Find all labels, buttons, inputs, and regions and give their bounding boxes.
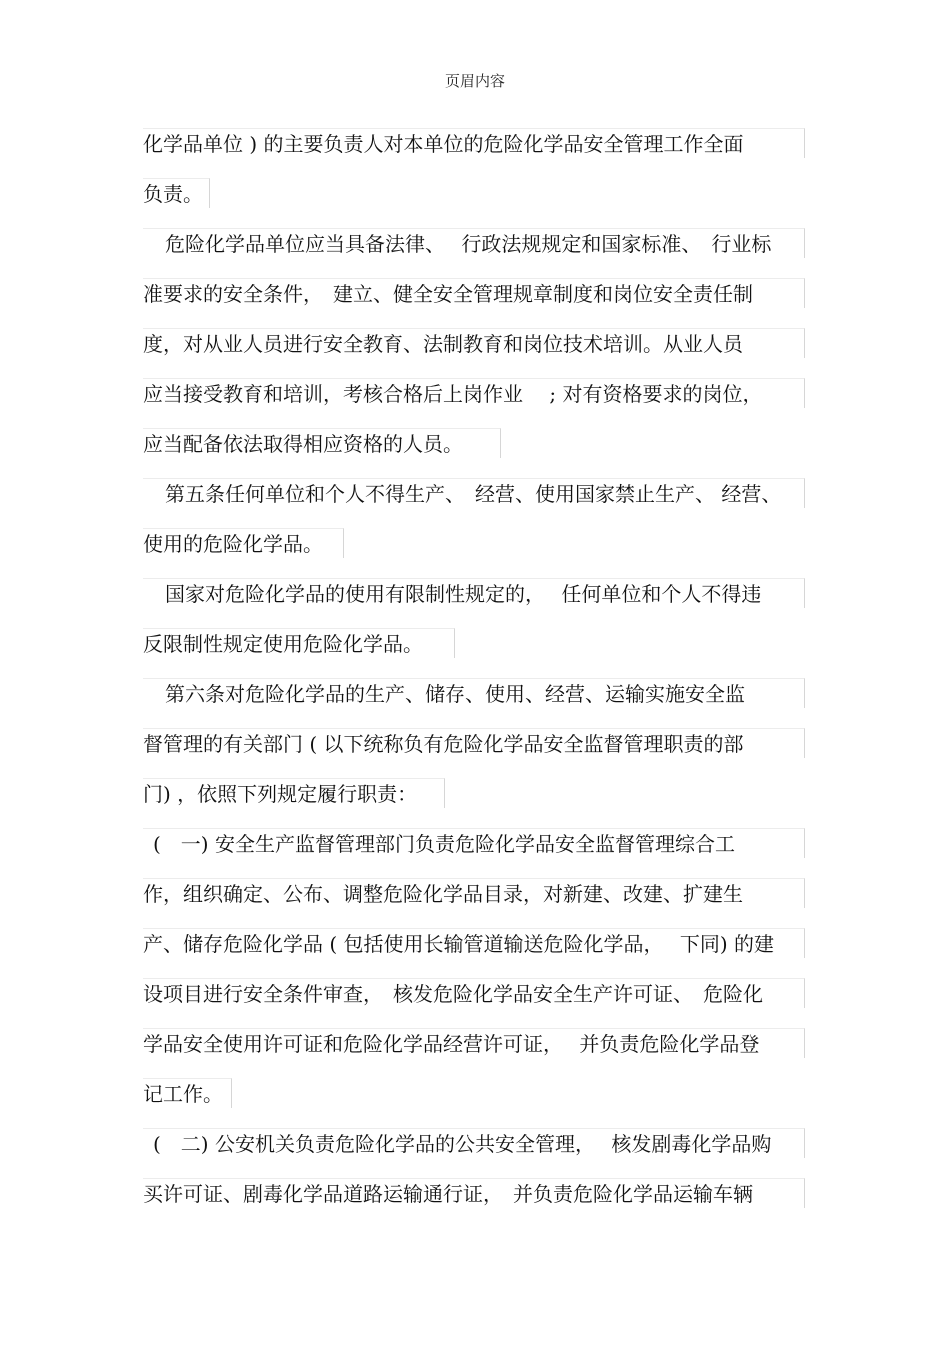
text-line: 设项目进行安全条件审查， 核发危险化学品安全生产许可证、 危险化 — [143, 978, 805, 1008]
text-line: 门) ，依照下列规定履行职责： — [143, 778, 445, 808]
text-line: 记工作。 — [143, 1078, 232, 1108]
text-line: 准要求的安全条件， 建立、健全安全管理规章制度和岗位安全责任制 — [143, 278, 805, 308]
text-line: 国家对危险化学品的使用有限制性规定的， 任何单位和个人不得违 — [143, 578, 805, 608]
text-line: 使用的危险化学品。 — [143, 528, 344, 558]
text-line: 应当配备依法取得相应资格的人员。 — [143, 428, 501, 458]
text-line: 负责。 — [143, 178, 210, 208]
text-line: 督管理的有关部门 ( 以下统称负有危险化学品安全监督管理职责的部 — [143, 728, 805, 758]
text-line: 学品安全使用许可证和危险化学品经营许可证， 并负责危险化学品登 — [143, 1028, 805, 1058]
text-line: 危险化学品单位应当具备法律、 行政法规规定和国家标准、 行业标 — [143, 228, 805, 258]
text-line: 作，组织确定、公布、调整危险化学品目录，对新建、改建、扩建生 — [143, 878, 805, 908]
text-line: ( 二) 公安机关负责危险化学品的公共安全管理， 核发剧毒化学品购 — [143, 1128, 805, 1158]
text-line: 产、储存危险化学品 ( 包括使用长输管道输送危险化学品， 下同) 的建 — [143, 928, 805, 958]
text-line: 应当接受教育和培训，考核合格后上岗作业 ; 对有资格要求的岗位， — [143, 378, 805, 408]
page-header: 页眉内容 — [444, 72, 505, 90]
text-line: 反限制性规定使用危险化学品。 — [143, 628, 455, 658]
text-line: 第六条对危险化学品的生产、储存、使用、经营、运输实施安全监 — [143, 678, 805, 708]
text-line: 度，对从业人员进行安全教育、法制教育和岗位技术培训。从业人员 — [143, 328, 805, 358]
text-line: 化学品单位 ) 的主要负责人对本单位的危险化学品安全管理工作全面 — [143, 128, 805, 158]
text-line: 买许可证、剧毒化学品道路运输通行证， 并负责危险化学品运输车辆 — [143, 1178, 805, 1208]
text-line: 第五条任何单位和个人不得生产、 经营、使用国家禁止生产、 经营、 — [143, 478, 805, 508]
text-line: ( 一) 安全生产监督管理部门负责危险化学品安全监督管理综合工 — [143, 828, 805, 858]
